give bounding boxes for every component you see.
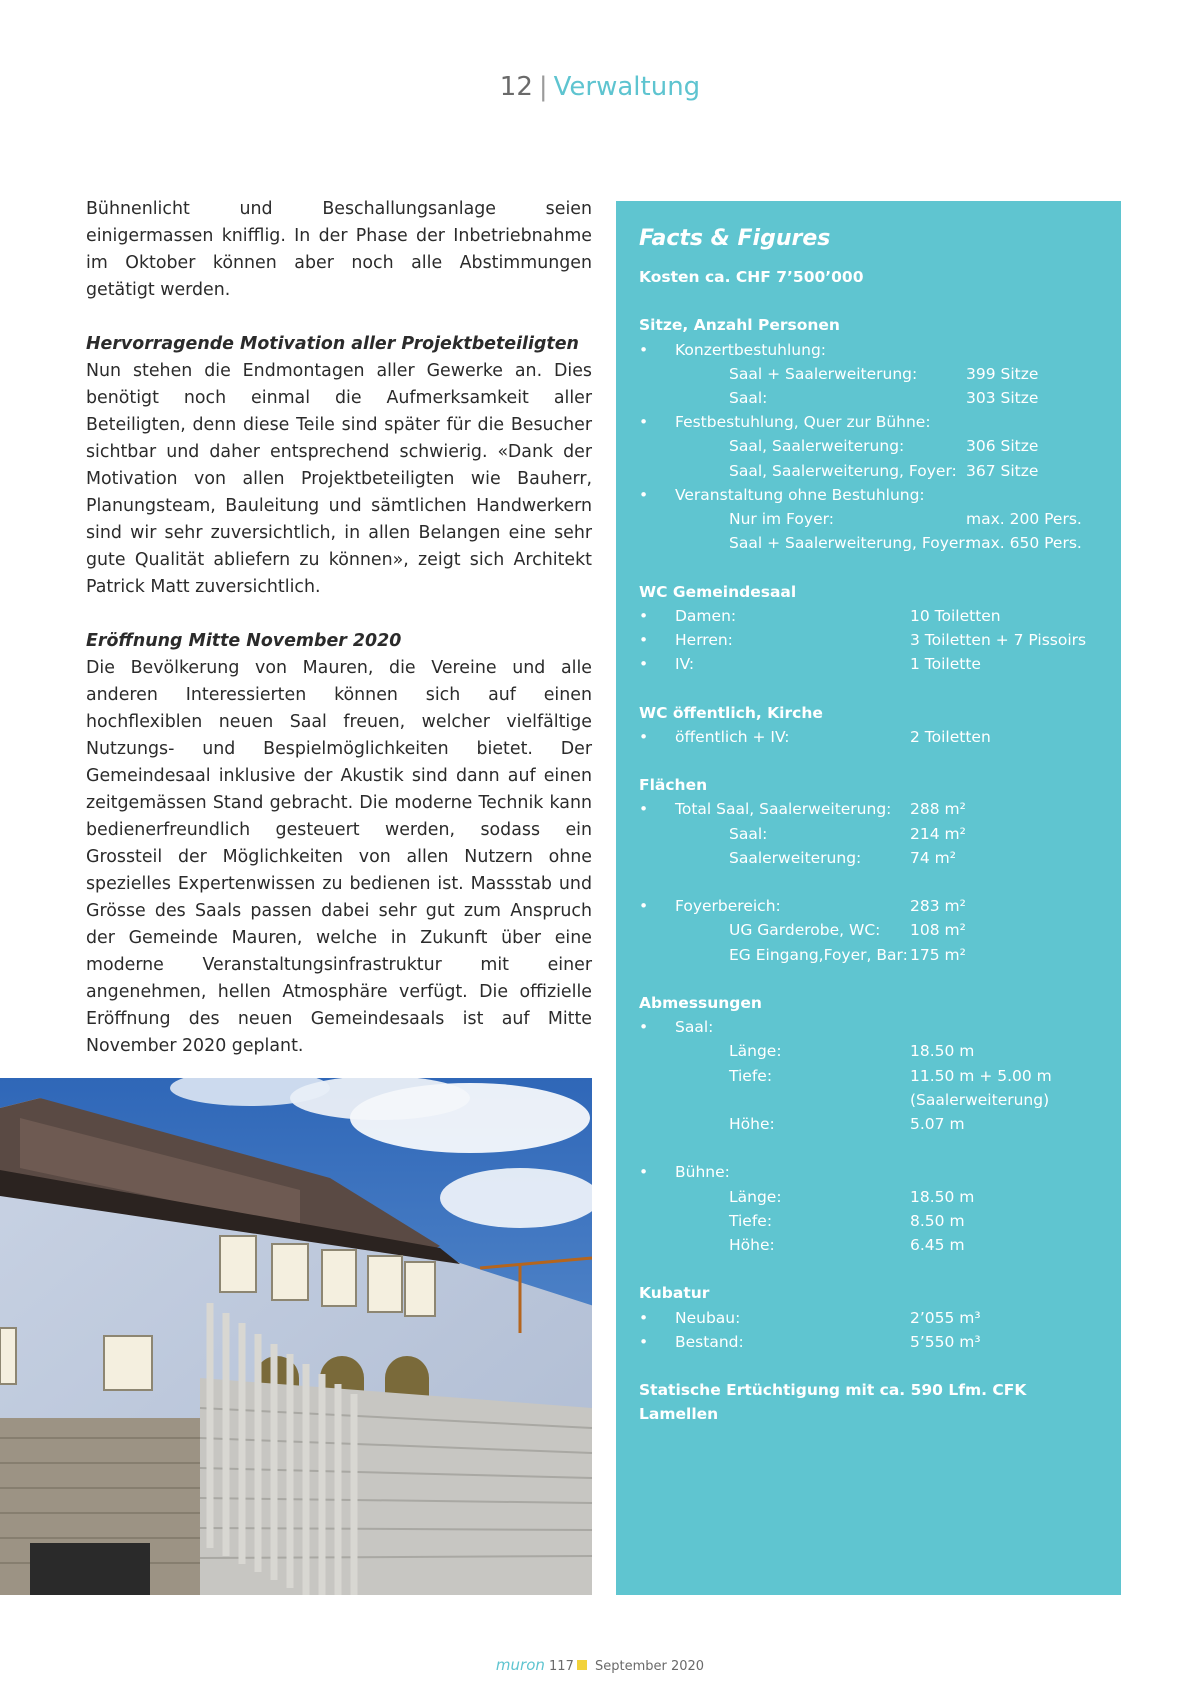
k1-value: 399 Sitze bbox=[966, 364, 1039, 383]
konzert-label: Konzertbestuhlung: bbox=[675, 340, 827, 359]
s-tiefe-value: 11.50 m + 5.00 m bbox=[910, 1066, 1052, 1085]
neubau-label: Neubau: bbox=[675, 1308, 741, 1327]
s-hoehe-label: Höhe: bbox=[729, 1115, 775, 1134]
buehne-label: Bühne: bbox=[675, 1163, 730, 1182]
fest-label: Festbestuhlung, Quer zur Bühne: bbox=[675, 413, 931, 432]
k2-label: Saal: bbox=[729, 389, 768, 407]
abmessungen-heading: Abmessungen bbox=[639, 994, 762, 1012]
eg-value: 175 m² bbox=[910, 945, 966, 964]
s-tiefe-note: (Saalerweiterung) bbox=[910, 1090, 1050, 1109]
s-tiefe-label: Tiefe: bbox=[729, 1066, 773, 1085]
b-laenge-value: 18.50 m bbox=[910, 1187, 975, 1206]
wc-kirche-heading: WC öffentlich, Kirche bbox=[639, 703, 823, 722]
sitze-heading: Sitze, Anzahl Personen bbox=[639, 316, 840, 335]
bullet: • bbox=[639, 1332, 649, 1351]
oeffentlich-label: öffentlich + IV: bbox=[675, 727, 790, 746]
bullet: • bbox=[639, 800, 649, 819]
bullet: • bbox=[639, 606, 649, 625]
facts-figures-box bbox=[616, 201, 1121, 1595]
bullet: • bbox=[639, 485, 649, 504]
oeffentlich-value: 2 Toiletten bbox=[910, 727, 991, 746]
bestand-value: 5’550 m³ bbox=[910, 1332, 981, 1351]
page-footer bbox=[0, 1656, 1200, 1674]
o1-value: max. 200 Pers. bbox=[966, 510, 1082, 529]
neubau-value: 2’055 m³ bbox=[910, 1308, 981, 1327]
damen-label: Damen: bbox=[675, 606, 737, 625]
paragraph-2: Nun stehen die Endmontagen aller Gewerke an. Dies benötigt noch einmal die Aufmerksamkeit aller Beteiligten, denn diese Teile sind später für die Besucher sichtbar und daher entsprechend schwierig. «Dank der Motivation von allen Projektbeteiligten wie Bauherr, Planungsteam, Bauleitung und sämtlichen Handwerkern sind wir sehr zuversichtlich, in allen Belangen eine sehr gute Qualität abliefern zu können», zeigt sich Architekt Patrick Matt zuversichtlich. bbox=[86, 361, 592, 597]
ug-label: UG Garderobe, WC: bbox=[729, 921, 881, 940]
s-hoehe-value: 5.07 m bbox=[910, 1115, 965, 1134]
s-laenge-value: 18.50 m bbox=[910, 1042, 975, 1061]
article-body bbox=[86, 196, 592, 1087]
total-label: Total Saal, Saalerweiterung: bbox=[675, 800, 892, 819]
s-laenge-label: Länge: bbox=[729, 1042, 782, 1061]
f1-label: Saal, Saalerweiterung: bbox=[729, 437, 905, 456]
sitze-section bbox=[639, 313, 1099, 555]
b-laenge-label: Länge: bbox=[729, 1187, 782, 1206]
facts-title: Facts & Figures bbox=[639, 226, 831, 251]
bullet: • bbox=[639, 897, 649, 916]
foyer-value: 283 m² bbox=[910, 897, 966, 916]
herren-label: Herren: bbox=[675, 631, 733, 650]
bullet: • bbox=[639, 340, 649, 359]
abmessungen-section bbox=[639, 991, 1099, 1257]
ohne-label: Veranstaltung ohne Bestuhlung: bbox=[675, 485, 925, 504]
b-hoehe-label: Höhe: bbox=[729, 1236, 775, 1255]
footer-brand: muron bbox=[495, 1656, 545, 1674]
foyer-label: Foyerbereich: bbox=[675, 897, 781, 916]
b-hoehe-value: 6.45 m bbox=[910, 1236, 965, 1255]
footer-square-icon bbox=[577, 1660, 587, 1670]
subheading-motivation: Hervorragende Motivation aller Projektbeteiligten bbox=[86, 334, 579, 354]
building-photo bbox=[0, 1078, 592, 1595]
kubatur-heading: Kubatur bbox=[639, 1284, 710, 1303]
subheading-eroeffnung: Eröffnung Mitte November 2020 bbox=[86, 631, 402, 651]
b-tiefe-label: Tiefe: bbox=[729, 1211, 773, 1230]
bullet: • bbox=[639, 413, 649, 432]
footer-issue: 117 bbox=[549, 1659, 574, 1674]
iv-label: IV: bbox=[675, 655, 695, 674]
k1-label: Saal + Saalerweiterung: bbox=[729, 364, 918, 383]
f1-value: 306 Sitze bbox=[966, 437, 1039, 456]
page-header bbox=[0, 72, 1200, 102]
flaechen-heading: Flächen bbox=[639, 776, 708, 795]
k2-value: 303 Sitze bbox=[966, 389, 1039, 407]
saal-area-label: Saal: bbox=[729, 824, 768, 843]
wc-saal-heading: WC Gemeindesaal bbox=[639, 582, 797, 601]
bullet: • bbox=[639, 1018, 649, 1037]
bullet: • bbox=[639, 1163, 649, 1182]
section-title: Verwaltung bbox=[553, 72, 701, 102]
bullet: • bbox=[639, 727, 649, 746]
bestand-label: Bestand: bbox=[675, 1332, 744, 1351]
f2-value: 367 Sitze bbox=[966, 461, 1039, 480]
header-separator: | bbox=[538, 72, 548, 102]
damen-value: 10 Toiletten bbox=[910, 606, 1001, 625]
wc-saal-section bbox=[639, 580, 1099, 677]
bullet: • bbox=[639, 631, 649, 650]
saal-area-value: 214 m² bbox=[910, 824, 966, 843]
saal-dim-label: Saal: bbox=[675, 1018, 714, 1037]
bullet: • bbox=[639, 1308, 649, 1327]
wc-kirche-section bbox=[639, 701, 1099, 749]
flaechen-section bbox=[639, 773, 1099, 967]
f2-label: Saal, Saalerweiterung, Foyer: bbox=[729, 461, 957, 480]
paragraph-3: Die Bevölkerung von Mauren, die Vereine und alle anderen Interessierten können sich auf einen hochflexiblen neuen Saal freuen, welcher vielfältige Nutzungs- und Bespielmöglichkeiten bietet. Der Gemeindesaal inklusive der Akustik sind dann auf einen zeitgemässen Stand gebracht. Die moderne Technik kann bedienerfreundlich gesteuert werden, sodass ein Grossteil der Möglichkeiten von allen Nutzern ohne spezielles Expertenwissen zu bedienen ist. Massstab und Grösse des Saals passen dabei sehr gut zum Anspruch der Gemeinde Mauren, welche in Zukunft über eine moderne Veranstaltungsinfrastruktur mit einer angenehmen, hellen Atmosphäre verfügt. Die offizielle Eröffnung des neuen Gemeindesaals ist auf Mitte November 2020 geplant. bbox=[86, 658, 592, 1056]
ug-value: 108 m² bbox=[910, 921, 966, 940]
herren-value: 3 Toiletten + 7 Pissoirs bbox=[910, 631, 1087, 650]
b-tiefe-value: 8.50 m bbox=[910, 1211, 965, 1230]
page-number: 12 bbox=[499, 72, 533, 102]
erw-area-label: Saalerweiterung: bbox=[729, 848, 862, 867]
kosten: Kosten ca. CHF 7’500’000 bbox=[639, 268, 864, 286]
o1-label: Nur im Foyer: bbox=[729, 510, 834, 529]
erw-area-value: 74 m² bbox=[910, 848, 956, 867]
statik-note: Statische Ertüchtigung mit ca. 590 Lfm. CFK Lamellen bbox=[639, 1381, 1027, 1424]
eg-label: EG Eingang,Foyer, Bar: bbox=[729, 945, 908, 964]
bullet: • bbox=[639, 655, 649, 674]
paragraph-1: Bühnenlicht und Beschallungsanlage seien einigermassen knifflig. In der Phase der Inbetriebnahme im Oktober können aber noch alle Abstimmungen getätigt werden. bbox=[86, 199, 592, 300]
footer-date: September 2020 bbox=[595, 1659, 705, 1674]
total-value: 288 m² bbox=[910, 800, 966, 819]
iv-value: 1 Toilette bbox=[910, 655, 981, 674]
o2-label: Saal + Saalerweiterung, Foyer: bbox=[729, 534, 970, 553]
o2-value: max. 650 Pers. bbox=[966, 534, 1082, 553]
kubatur-section bbox=[639, 1281, 1099, 1354]
